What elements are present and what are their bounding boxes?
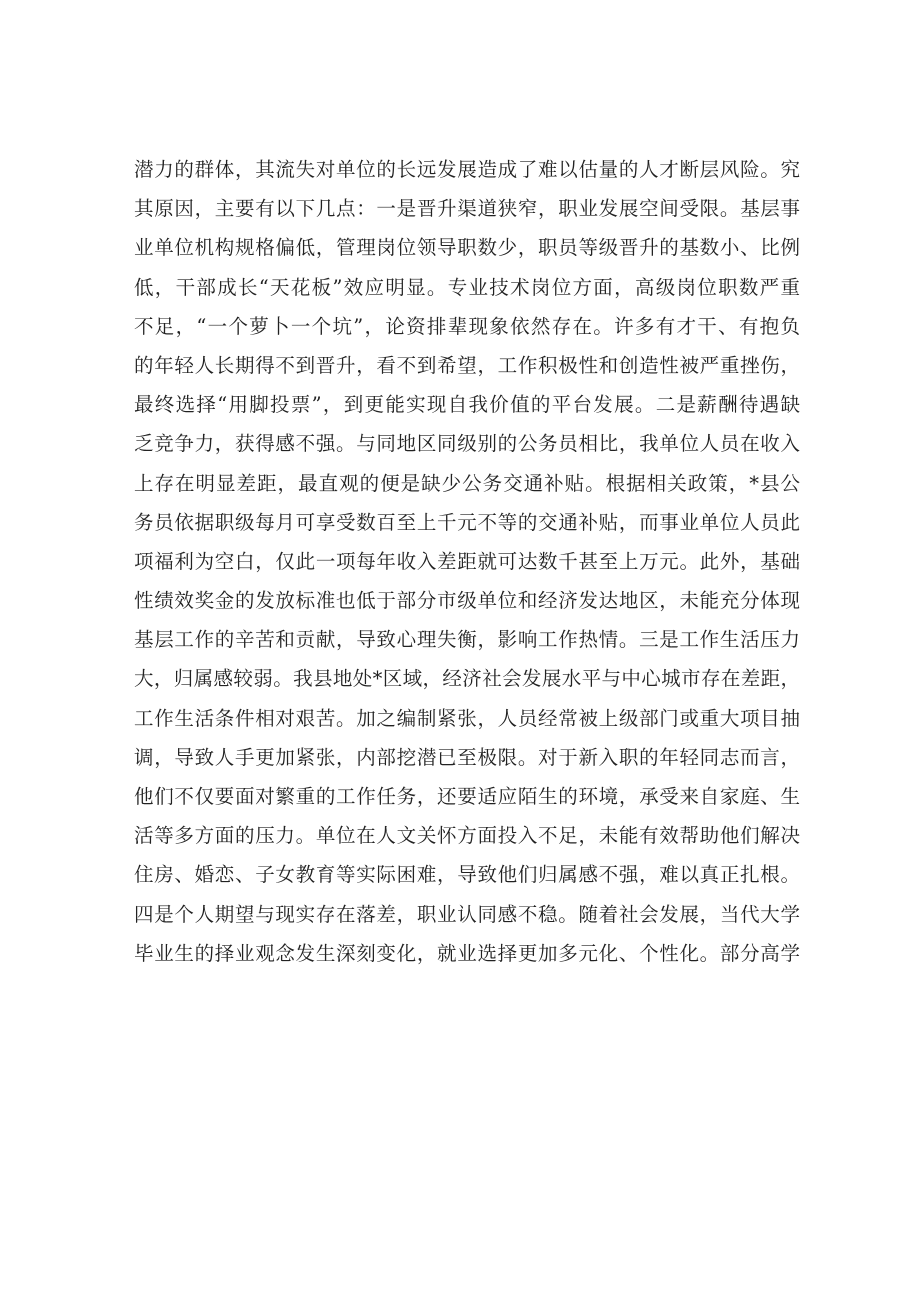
text-line-12: 性绩效奖金的发放标准也低于部分市级单位和经济发达地区，未能充分体现 [134,589,800,613]
text-line-13: 基层工作的辛苦和贡献，导致心理失衡，影响工作热情。三是工作生活压力 [134,628,800,652]
text-line-9: 上存在明显差距，最直观的便是缺少公务交通补贴。根据相关政策，*县公 [134,471,800,495]
text-line-10: 务员依据职级每月可享受数百至上千元不等的交通补贴，而事业单位人员此 [134,510,800,534]
body-paragraph [134,150,800,973]
text-line-17: 他们不仅要面对繁重的工作任务，还要适应陌生的环境，承受来自家庭、生 [134,785,800,808]
text-line-7: 最终选择“用脚投票”，到更能实现自我价值的平台发展。二是薪酬待遇缺 [134,393,800,417]
text-line-5: 不足，“一个萝卜一个坑”，论资排辈现象依然存在。许多有才干、有抱负 [134,314,800,338]
text-line-14: 大，归属感较弱。我县地处*区域，经济社会发展水平与中心城市存在差距， [134,667,800,691]
text-line-2: 其原因，主要有以下几点：一是晋升渠道狭窄，职业发展空间受限。基层事 [134,197,800,221]
text-line-15: 工作生活条件相对艰苦。加之编制紧张，人员经常被上级部门或重大项目抽 [134,706,800,730]
text-line-19: 住房、婚恋、子女教育等实际困难，导致他们归属感不强，难以真正扎根。 [134,863,800,887]
text-line-8: 乏竞争力，获得感不强。与同地区同级别的公务员相比，我单位人员在收入 [134,432,800,456]
text-line-20: 四是个人期望与现实存在落差，职业认同感不稳。随着社会发展，当代大学 [134,902,800,926]
text-line-16: 调，导致人手更加紧张，内部挖潜已至极限。对于新入职的年轻同志而言， [134,745,800,769]
text-line-1: 潜力的群体，其流失对单位的长远发展造成了难以估量的人才断层风险。究 [134,158,800,181]
text-line-3: 业单位机构规格偏低，管理岗位领导职数少，职员等级晋升的基数小、比例 [134,236,800,260]
text-line-6: 的年轻人长期得不到晋升，看不到希望，工作积极性和创造性被严重挫伤， [134,353,800,377]
text-line-4: 低，干部成长“天花板”效应明显。专业技术岗位方面，高级岗位职数严重 [134,275,800,299]
text-line-18: 活等多方面的压力。单位在人文关怀方面投入不足，未能有效帮助他们解决 [134,824,800,848]
text-line-11: 项福利为空白，仅此一项每年收入差距就可达数千甚至上万元。此外，基础 [134,549,800,573]
text-line-21: 毕业生的择业观念发生深刻变化，就业选择更加多元化、个性化。部分高学 [134,941,800,965]
